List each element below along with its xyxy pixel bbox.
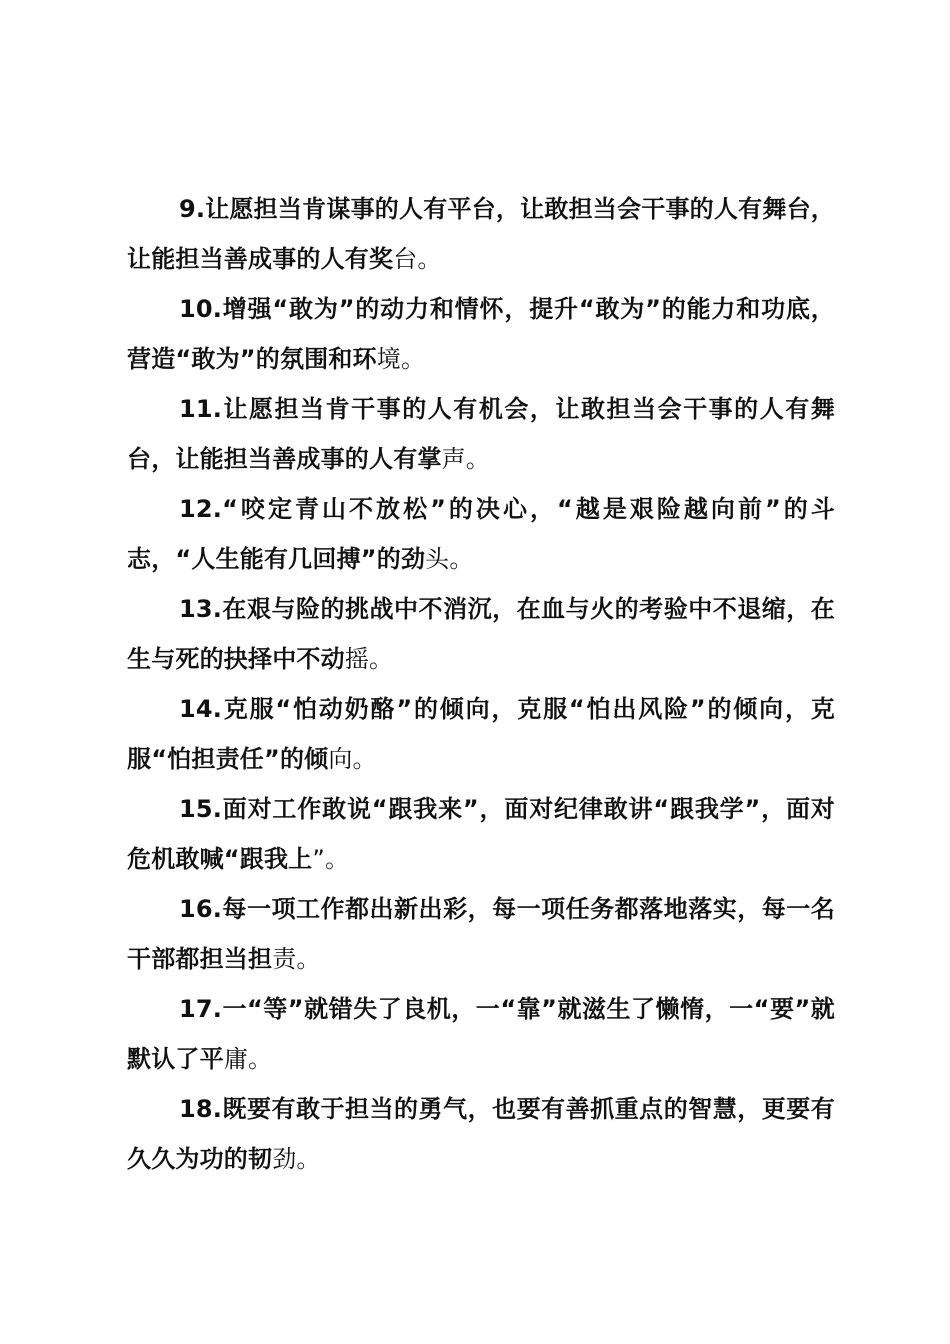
paragraph-ending: 摇。 (344, 645, 394, 673)
paragraph-11 (127, 384, 835, 484)
paragraph-ending: ”。 (312, 845, 350, 873)
paragraph-text: 15.面对工作敢说“跟我来”，面对纪律敢讲“跟我学”，面对危机敢喊“跟我上 (127, 795, 835, 873)
paragraph-ending: 责。 (272, 945, 321, 973)
paragraph-text: 17.一“等”就错失了良机，一“靠”就滋生了懒惰，一“要”就默认了平 (127, 995, 835, 1073)
paragraph-text: 18.既要有敢于担当的勇气，也要有善抓重点的智慧，更要有久久为功的韧 (127, 1095, 835, 1173)
paragraph-ending: 向。 (328, 745, 377, 773)
paragraph-16 (127, 884, 835, 984)
paragraph-13 (127, 584, 835, 684)
paragraph-17 (127, 984, 835, 1084)
paragraph-text: 12.“咬定青山不放松”的决心，“越是艰险越向前”的斗志，“人生能有几回搏”的劲 (127, 495, 835, 573)
paragraph-10 (127, 284, 835, 384)
paragraph-ending: 境。 (376, 345, 426, 373)
paragraph-text: 10.增强“敢为”的动力和情怀，提升“敢为”的能力和功底，营造“敢为”的氛围和环 (127, 295, 835, 373)
paragraph-text: 11.让愿担当肯干事的人有机会，让敢担当会干事的人有舞台，让能担当善成事的人有掌 (127, 395, 835, 473)
document-body (127, 184, 835, 1184)
paragraph-9 (127, 184, 835, 284)
paragraph-text: 9.让愿担当肯谋事的人有平台，让敢担当会干事的人有舞台，让能担当善成事的人有奖 (127, 195, 835, 273)
paragraph-ending: 头。 (425, 545, 474, 573)
paragraph-18 (127, 1084, 835, 1184)
paragraph-text: 14.克服“怕动奶酪”的倾向，克服“怕出风险”的倾向，克服“怕担责任”的倾 (127, 695, 835, 773)
paragraph-14 (127, 684, 835, 784)
paragraph-ending: 庸。 (223, 1045, 273, 1073)
paragraph-text: 13.在艰与险的挑战中不消沉，在血与火的考验中不退缩，在生与死的抉择中不动 (127, 595, 835, 673)
paragraph-ending: 劲。 (272, 1145, 321, 1173)
paragraph-ending: 台。 (393, 245, 442, 273)
paragraph-15 (127, 784, 835, 884)
paragraph-12 (127, 484, 835, 584)
paragraph-ending: 声。 (441, 445, 491, 473)
paragraph-text: 16.每一项工作都出新出彩，每一项任务都落地落实，每一名干部都担当担 (127, 895, 835, 973)
